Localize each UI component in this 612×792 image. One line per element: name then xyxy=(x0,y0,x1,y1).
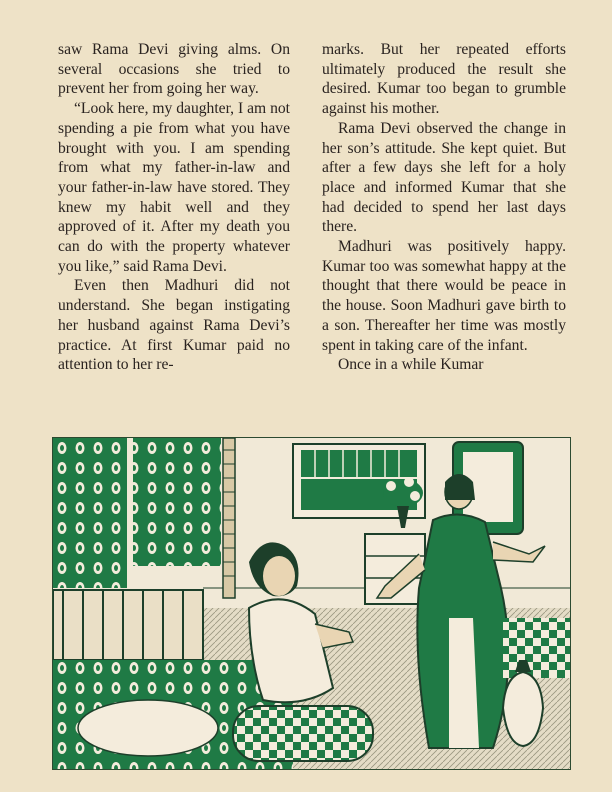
paragraph: “Look here, my daughter, I am not spending a pie from what you have brought with you. I am spending from what my father-in-law and your father-in-law have stored. They knew my habit well and they approved of it. After my death you can do with the property whatever you like,” said Rama Devi. xyxy=(58,100,290,275)
text-column-right xyxy=(322,40,566,375)
text-column-left xyxy=(58,40,290,375)
bolster-pillow xyxy=(233,706,373,761)
paragraph: Rama Devi observed the change in her son’s attitude. She kept quiet. But after a few days she left for a holy place and informed Kumar that she had decided to spend her last days there. xyxy=(322,119,566,236)
curtain-left xyxy=(53,438,127,588)
paragraph: Even then Madhuri did not understand. She began instigating her husband against Rama Devi’s practice. At first Kumar paid no attention to her re- xyxy=(58,277,290,374)
paragraph: Once in a while Kumar xyxy=(338,356,484,374)
illustration-scene xyxy=(53,438,570,769)
checkered-floor xyxy=(503,618,570,678)
story-illustration xyxy=(52,437,571,770)
curtain-center xyxy=(133,438,221,566)
paragraph: marks. But her repeated efforts ultimately produced the result she desired. Kumar too began to grumble against his mother. xyxy=(322,41,566,118)
bed-post xyxy=(223,438,235,598)
paragraph: saw Rama Devi giving alms. On several occasions she tried to prevent her from going her way. xyxy=(58,41,290,98)
paragraph: Madhuri was positively happy. Kumar too was somewhat happy at the thought that there would be peace in the house. Soon Madhuri gave birth to a son. Thereafter her time was mostly spent in taking care of the infant. xyxy=(322,238,566,354)
